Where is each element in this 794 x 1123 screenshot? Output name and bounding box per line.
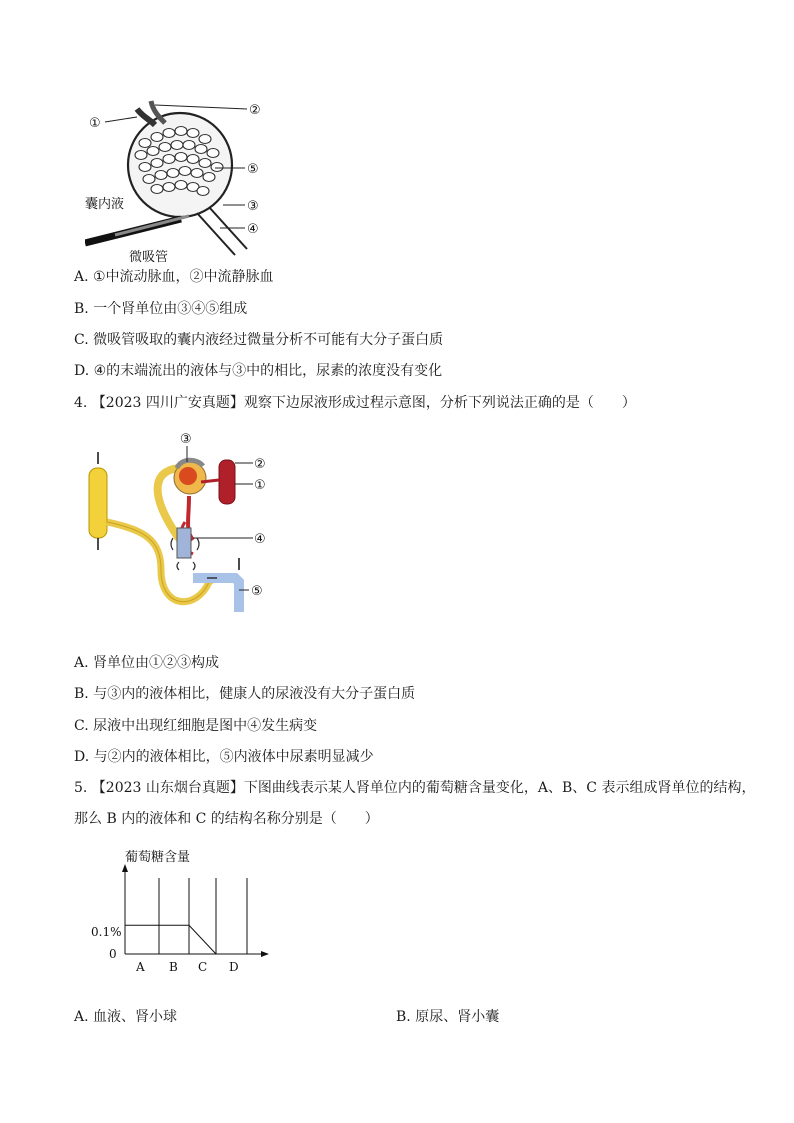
q5-option-a: A. 血液、肾小球 — [74, 1009, 178, 1025]
q4-option-d: D. 与②内的液体相比，⑤内液体中尿素明显减少 — [74, 749, 374, 765]
x-tick-b: B — [169, 960, 178, 974]
fig3-label-4: ④ — [247, 222, 259, 237]
fig4-label-2: ② — [254, 457, 266, 472]
fig4-label-5: ⑤ — [251, 584, 263, 599]
fig3-text-micropipette: 微吸管 — [129, 250, 169, 265]
glucose-chart — [85, 840, 285, 980]
q4-option-c: C. 尿液中出现红细胞是图中④发生病变 — [74, 718, 318, 734]
x-axis-arrow — [261, 951, 269, 957]
q3-option-a: A. ①中流动脉血，②中流静脉血 — [74, 269, 274, 285]
fig3-label-1: ① — [89, 116, 101, 131]
y-axis-arrow — [122, 864, 128, 872]
q3-option-b: B. 一个肾单位由③④⑤组成 — [74, 301, 248, 317]
fig4-label-1: ① — [254, 478, 266, 493]
q4-option-b: B. 与③内的液体相比，健康人的尿液没有大分子蛋白质 — [74, 686, 416, 702]
fig3-label-3: ③ — [247, 199, 259, 214]
q5-option-b: B. 原尿、肾小囊 — [396, 1009, 500, 1025]
micropipette — [85, 216, 189, 243]
collecting-duct — [89, 468, 107, 538]
urine-formation-figure — [85, 430, 275, 615]
fig4-label-4: ④ — [254, 532, 266, 547]
q3-option-d: D. ④的末端流出的液体与③中的相比，尿素的浓度没有变化 — [74, 363, 443, 379]
y-tick-0.1: 0.1% — [91, 925, 122, 939]
chart-ylabel: 葡萄糖含量 — [125, 850, 191, 865]
fig3-text-capsule-fluid: 囊内液 — [85, 197, 125, 212]
q3-option-c: C. 微吸管吸取的囊内液经过微量分析不可能有大分子蛋白质 — [74, 332, 444, 348]
renal-vessel — [219, 460, 235, 504]
q4-option-a: A. 肾单位由①②③构成 — [74, 655, 220, 671]
q5-stem-line2: 那么 B 内的液体和 C 的结构名称分别是（ ） — [74, 811, 379, 827]
q5-stem-line1: 5. 【2023 山东烟台真题】下图曲线表示某人肾单位内的葡萄糖含量变化，A、B、C 表示组成肾单位的结构， — [74, 780, 756, 796]
x-tick-c: C — [198, 960, 208, 974]
renal-tubule — [197, 207, 247, 255]
x-tick-d: D — [229, 960, 239, 974]
glucose-curve — [125, 925, 216, 954]
glomerulus-micropipette-figure — [85, 95, 270, 265]
q4-stem: 4. 【2023 四川广安真题】观察下边尿液形成过程示意图，分析下列说法正确的是（ ） — [74, 395, 636, 411]
fig3-label-2: ② — [249, 103, 261, 118]
x-tick-a: A — [136, 960, 145, 974]
fig3-label-5: ⑤ — [247, 162, 259, 177]
fig4-label-3: ③ — [180, 432, 192, 447]
y-tick-0: 0 — [109, 947, 117, 961]
